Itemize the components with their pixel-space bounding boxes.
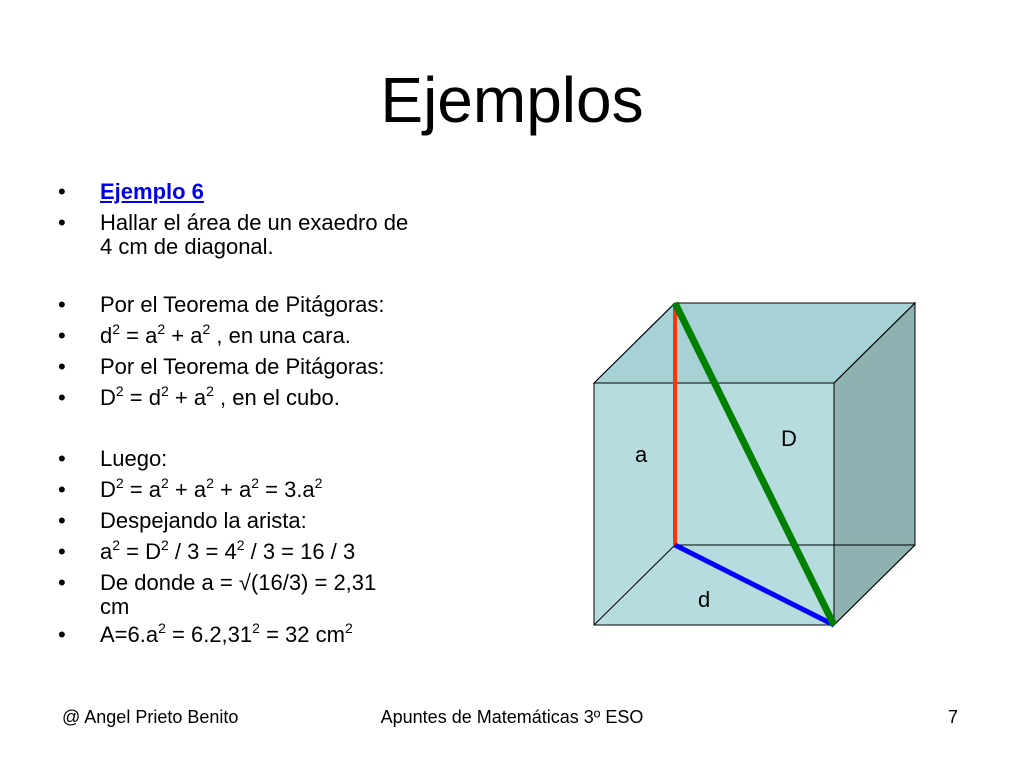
- bullet-dot: •: [58, 210, 66, 235]
- bullet-dot: •: [58, 622, 66, 647]
- formula-term: , en el cubo.: [213, 385, 340, 410]
- bullet-dot: •: [58, 292, 66, 317]
- bullet-text: [100, 209, 478, 258]
- bullet-item: [58, 445, 478, 473]
- bullet-item: [58, 209, 478, 258]
- formula-term: D: [100, 477, 116, 502]
- bullet-text: [100, 353, 478, 381]
- example-link[interactable]: [100, 178, 478, 206]
- footer-course: Apuntes de Matemáticas 3º ESO: [380, 707, 644, 727]
- bullet-text: [100, 507, 478, 535]
- bullet-item: [58, 621, 478, 649]
- formula-term: = 6.2,31: [165, 622, 253, 647]
- bullet-text: [100, 291, 478, 319]
- bullet-text: [100, 569, 478, 618]
- formula-term: A=6.a: [100, 622, 159, 647]
- bullet-dot: •: [58, 477, 66, 502]
- exponent: 2: [252, 620, 260, 636]
- bullet-text-line: Por el Teorema de Pitágoras:: [100, 292, 385, 317]
- bullet-text-line: Por el Teorema de Pitágoras:: [100, 354, 385, 379]
- footer-author: @ Angel Prieto Benito: [62, 707, 239, 727]
- bullet-list: [58, 178, 478, 652]
- cube-diagram: [590, 295, 920, 635]
- bullet-continuation: cm: [100, 594, 130, 619]
- bullet-item: [58, 538, 478, 566]
- bullet-dot: •: [58, 508, 66, 533]
- bullet-formula: [100, 476, 478, 504]
- exponent: 2: [115, 475, 124, 491]
- bullet-dot: •: [58, 354, 66, 379]
- bullet-dot: •: [58, 385, 66, 410]
- exponent: 2: [158, 620, 166, 636]
- exponent: 2: [251, 475, 260, 491]
- bullet-item: [58, 507, 478, 535]
- bullet-dot: •: [58, 570, 66, 595]
- formula-term: = D: [120, 539, 162, 564]
- formula-term: / 3 = 4: [168, 539, 237, 564]
- formula-term: + a: [168, 385, 207, 410]
- exponent: 2: [161, 475, 169, 491]
- label-D: D: [781, 426, 797, 451]
- bullet-formula: [100, 538, 478, 566]
- formula-term: , en una cara.: [210, 323, 351, 348]
- label-a: a: [635, 442, 648, 467]
- formula-term: / 3 = 16 / 3: [244, 539, 356, 564]
- formula-term: = a: [120, 323, 158, 348]
- exponent: 2: [314, 475, 323, 491]
- formula-term: + a: [165, 323, 203, 348]
- bullet-formula: [100, 384, 478, 412]
- exponent: 2: [206, 475, 214, 491]
- label-d: d: [698, 587, 711, 612]
- bullet-text-line: De donde a = √(16/3) = 2,31: [100, 570, 377, 595]
- formula-term: + a: [168, 477, 207, 502]
- bullet-text-line: Despejando la arista:: [100, 508, 307, 533]
- formula-term: = a: [123, 477, 161, 502]
- formula-term: d: [100, 323, 113, 348]
- bullet-formula: [100, 621, 478, 649]
- exponent: 2: [344, 620, 353, 636]
- formula-term: D: [100, 385, 116, 410]
- bullet-text-line: Hallar el área de un exaedro de: [100, 210, 409, 235]
- footer-page-number: 7: [947, 707, 958, 727]
- bullet-dot: •: [58, 446, 66, 471]
- bullet-item: [58, 569, 478, 618]
- formula-term: a: [100, 539, 113, 564]
- exponent: 2: [236, 537, 245, 553]
- bullet-text-line: Ejemplo 6: [100, 179, 204, 204]
- bullet-dot: •: [58, 179, 66, 204]
- bullet-item: [58, 384, 478, 412]
- bullet-item: [58, 322, 478, 350]
- formula-term: = 32 cm: [259, 622, 345, 647]
- formula-term: = d: [123, 385, 161, 410]
- exponent: 2: [112, 537, 121, 553]
- exponent: 2: [161, 537, 169, 553]
- exponent: 2: [115, 383, 124, 399]
- formula-term: = 3.a: [259, 477, 315, 502]
- bullet-item: [58, 353, 478, 381]
- formula-term: + a: [213, 477, 252, 502]
- cube-front-face: [594, 383, 834, 625]
- bullet-text: [100, 445, 478, 473]
- bullet-formula: [100, 322, 478, 350]
- exponent: 2: [206, 383, 214, 399]
- slide-title: Ejemplos: [380, 64, 644, 136]
- bullet-dot: •: [58, 323, 66, 348]
- bullet-continuation: 4 cm de diagonal.: [100, 234, 274, 259]
- bullet-item: [58, 291, 478, 319]
- bullet-item: [58, 476, 478, 504]
- bullet-dot: •: [58, 539, 66, 564]
- exponent: 2: [112, 321, 121, 337]
- exponent: 2: [157, 321, 166, 337]
- exponent: 2: [202, 321, 211, 337]
- bullet-item: [58, 178, 478, 206]
- bullet-text-line: Luego:: [100, 446, 168, 471]
- exponent: 2: [161, 383, 169, 399]
